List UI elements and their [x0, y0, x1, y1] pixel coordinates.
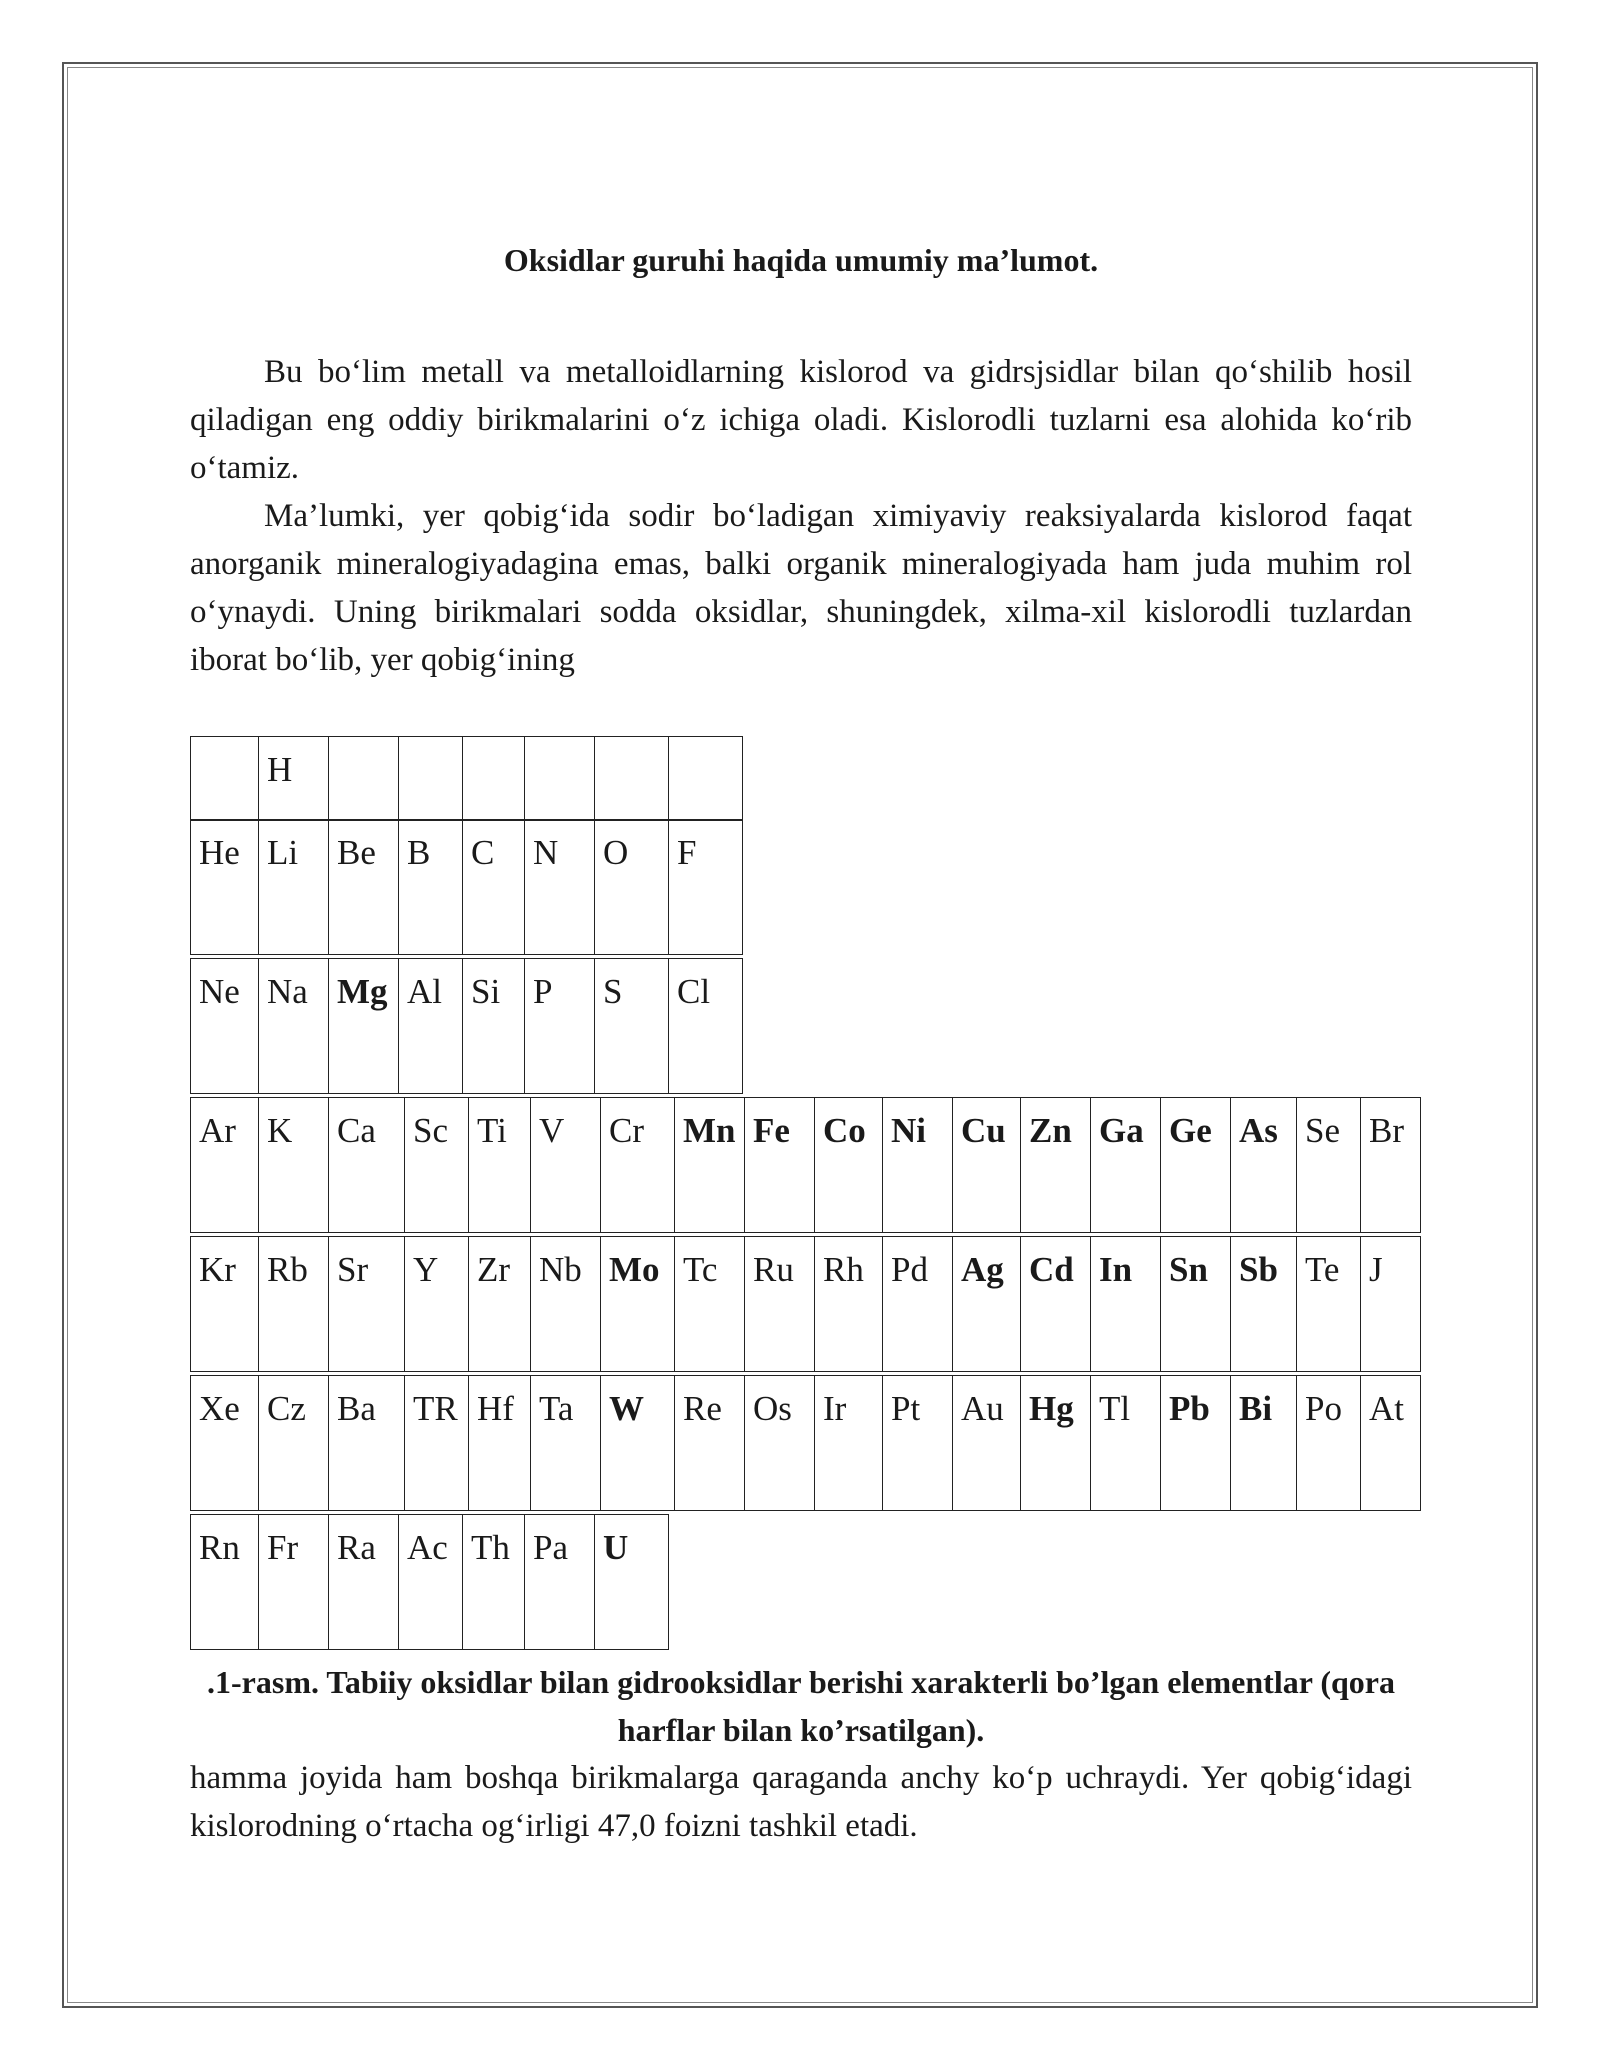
element-cell: B: [399, 820, 463, 955]
element-cell: Mg: [329, 959, 399, 1094]
periodic-table-row-5: [190, 1236, 1421, 1372]
table-row: [191, 820, 743, 955]
element-cell: Cl: [669, 959, 743, 1094]
element-cell: Se: [1297, 1098, 1361, 1233]
paragraph-1: Bu bo‘lim metall va metalloidlarning kislorod va gidrsjsidlar bilan qo‘shilib hosil qiladigan eng oddiy birikmalarini o‘z ichiga oladi. Kislorodli tuzlarni esa alohida ko‘rib o‘tamiz.: [190, 354, 1412, 486]
element-cell: Fe: [745, 1098, 815, 1233]
table-row: [191, 1515, 669, 1650]
table-row: [191, 1237, 1421, 1372]
element-cell: In: [1091, 1237, 1161, 1372]
element-cell: Bi: [1231, 1376, 1297, 1511]
element-cell: Re: [675, 1376, 745, 1511]
element-cell: Sb: [1231, 1237, 1297, 1372]
element-cell: Tl: [1091, 1376, 1161, 1511]
element-cell: Tc: [675, 1237, 745, 1372]
element-cell: [191, 737, 259, 821]
element-cell: Ru: [745, 1237, 815, 1372]
element-cell: Ge: [1161, 1098, 1231, 1233]
element-cell: Os: [745, 1376, 815, 1511]
element-cell: Ti: [469, 1098, 531, 1233]
element-cell: Rb: [259, 1237, 329, 1372]
element-cell: Po: [1297, 1376, 1361, 1511]
element-cell: Be: [329, 820, 399, 955]
element-cell: H: [259, 737, 329, 821]
element-cell: O: [595, 820, 669, 955]
element-cell: Nb: [531, 1237, 601, 1372]
element-cell: [329, 737, 399, 821]
element-cell: Ni: [883, 1098, 953, 1233]
element-cell: Sr: [329, 1237, 405, 1372]
element-cell: C: [463, 820, 525, 955]
element-cell: Ac: [399, 1515, 463, 1650]
element-cell: At: [1361, 1376, 1421, 1511]
element-cell: S: [595, 959, 669, 1094]
element-cell: [525, 737, 595, 821]
element-cell: [595, 737, 669, 821]
element-cell: Ne: [191, 959, 259, 1094]
element-cell: Cd: [1021, 1237, 1091, 1372]
figure-caption: .1-rasm. Tabiiy oksidlar bilan gidrooksidlar berishi xarakterli bo’lgan elementlar (qora harflar bilan ko’rsatilgan).: [207, 1664, 1395, 1748]
periodic-table-row-6: [190, 1375, 1421, 1511]
element-cell: Th: [463, 1515, 525, 1650]
element-cell: F: [669, 820, 743, 955]
element-cell: Li: [259, 820, 329, 955]
element-cell: Ra: [329, 1515, 399, 1650]
element-cell: Hf: [469, 1376, 531, 1511]
element-cell: Si: [463, 959, 525, 1094]
element-cell: Pb: [1161, 1376, 1231, 1511]
element-cell: Ba: [329, 1376, 405, 1511]
element-cell: J: [1361, 1237, 1421, 1372]
table-row: [191, 1376, 1421, 1511]
periodic-table-row-7: [190, 1514, 669, 1650]
element-cell: Cu: [953, 1098, 1021, 1233]
element-cell: Pt: [883, 1376, 953, 1511]
element-cell: Rn: [191, 1515, 259, 1650]
element-cell: Rh: [815, 1237, 883, 1372]
element-cell: Ar: [191, 1098, 259, 1233]
element-cell: Y: [405, 1237, 469, 1372]
element-cell: Na: [259, 959, 329, 1094]
element-cell: Xe: [191, 1376, 259, 1511]
element-cell: N: [525, 820, 595, 955]
element-cell: [463, 737, 525, 821]
element-cell: Sc: [405, 1098, 469, 1233]
element-cell: Hg: [1021, 1376, 1091, 1511]
element-cell: W: [601, 1376, 675, 1511]
element-cell: Co: [815, 1098, 883, 1233]
periodic-table-row-1: [190, 736, 743, 821]
document-title: Oksidlar guruhi haqida umumiy ma’lumot.: [503, 242, 1099, 278]
element-cell: Ca: [329, 1098, 405, 1233]
element-cell: Sn: [1161, 1237, 1231, 1372]
element-cell: Ag: [953, 1237, 1021, 1372]
element-cell: Zn: [1021, 1098, 1091, 1233]
element-cell: Kr: [191, 1237, 259, 1372]
element-cell: Mo: [601, 1237, 675, 1372]
periodic-table-row-3: [190, 958, 743, 1094]
element-cell: He: [191, 820, 259, 955]
element-cell: Ga: [1091, 1098, 1161, 1233]
element-cell: As: [1231, 1098, 1297, 1233]
element-cell: Pd: [883, 1237, 953, 1372]
element-cell: Pa: [525, 1515, 595, 1650]
element-cell: U: [595, 1515, 669, 1650]
element-cell: Te: [1297, 1237, 1361, 1372]
element-cell: Au: [953, 1376, 1021, 1511]
periodic-table-row-4: [190, 1097, 1421, 1233]
element-cell: K: [259, 1098, 329, 1233]
paragraph-2: Ma’lumki, yer qobig‘ida sodir bo‘ladigan ximiyaviy reaksiyalarda kislorod faqat anorganik mineralogiyadagina emas, balki organik mineralogiyada ham juda muhim rol o‘ynaydi. Uning birikmalari sodda oksidlar, shuningdek, xilma-xil kislorodli tuzlardan iborat bo‘lib, yer qobig‘ining: [190, 498, 1412, 678]
element-cell: Ta: [531, 1376, 601, 1511]
element-cell: Fr: [259, 1515, 329, 1650]
element-cell: Cr: [601, 1098, 675, 1233]
element-cell: V: [531, 1098, 601, 1233]
element-cell: Zr: [469, 1237, 531, 1372]
element-cell: Br: [1361, 1098, 1421, 1233]
table-row: [191, 737, 743, 821]
periodic-table-row-2: [190, 819, 743, 955]
element-cell: Cz: [259, 1376, 329, 1511]
table-row: [191, 1098, 1421, 1233]
paragraph-3: hamma joyida ham boshqa birikmalarga qaraganda anchy ko‘p uchraydi. Yer qobig‘idagi kislorodning o‘rtacha og‘irligi 47,0 foizni tashkil etadi.: [190, 1760, 1412, 1844]
element-cell: TR: [405, 1376, 469, 1511]
element-cell: [399, 737, 463, 821]
element-cell: P: [525, 959, 595, 1094]
element-cell: Ir: [815, 1376, 883, 1511]
element-cell: Al: [399, 959, 463, 1094]
table-row: [191, 959, 743, 1094]
element-cell: [669, 737, 743, 821]
element-cell: Mn: [675, 1098, 745, 1233]
